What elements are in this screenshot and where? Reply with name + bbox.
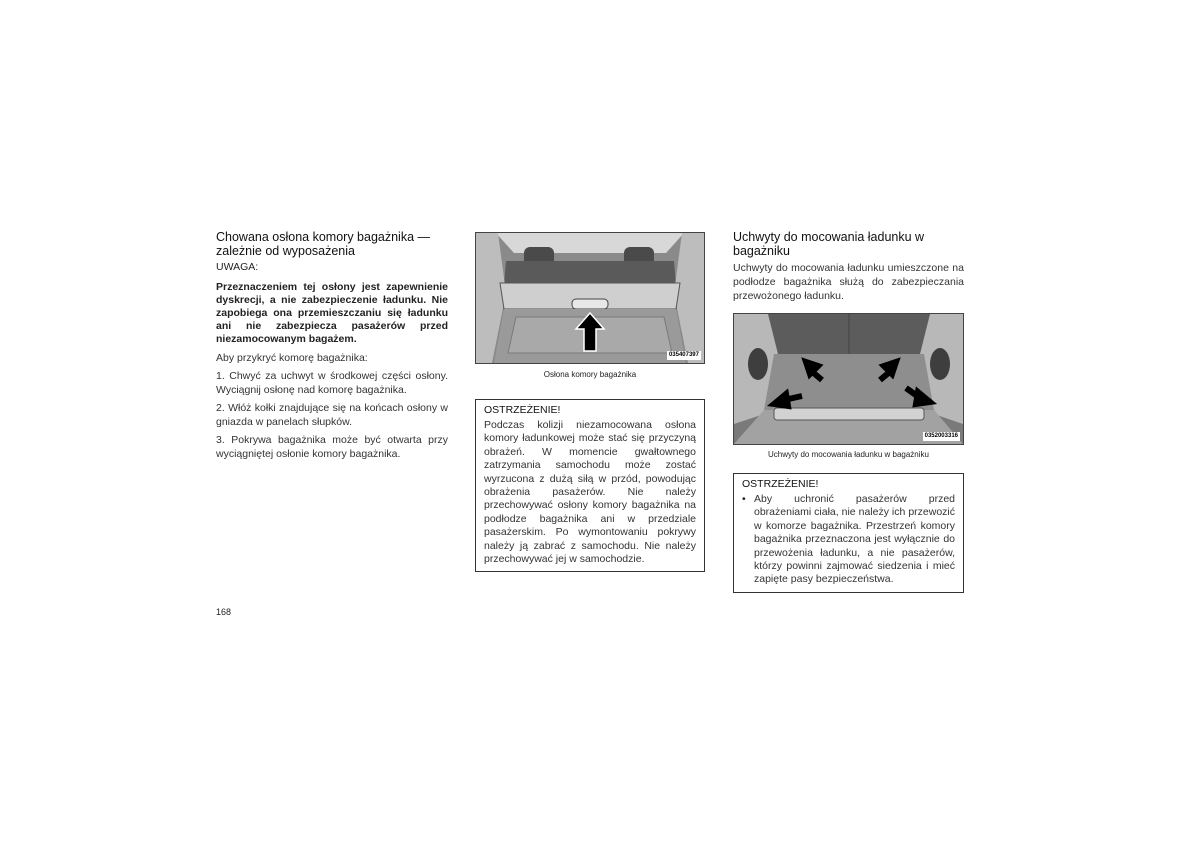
warning-title: OSTRZEŻENIE! — [742, 478, 819, 490]
right-column — [733, 230, 964, 593]
tie-down-illustration — [734, 314, 963, 444]
left-column — [216, 230, 448, 465]
section-heading-cargo-cover: Chowana osłona komory bagażnika — zależnie od wyposażenia — [216, 230, 431, 258]
cargo-cover-illustration — [476, 233, 704, 363]
warning-box — [733, 473, 964, 593]
warning-bullet-text: Aby uchronić pasażerów przed obrażeniami ciała, nie należy ich przewozić w komorze bagażnika. Przestrzeń komory bagażnika przeznaczona jest wyłącznie do przewożenia ładunku, a nie pasażerów, którzy powinni zajmować siedzenia i mieć zapięte pasy bezpieczeństwa. — [754, 493, 955, 586]
step-2: 2. Włóż kołki znajdujące się na końcach osłony w gniazda w panelach słupków. — [216, 402, 448, 428]
figure-caption: Uchwyty do mocowania ładunku w bagażniku — [768, 450, 929, 459]
warning-title: OSTRZEŻENIE! — [484, 404, 561, 416]
instructions-intro: Aby przykryć komorę bagażnika: — [216, 352, 368, 364]
bullet-icon: • — [742, 493, 746, 505]
page-number: 168 — [216, 607, 232, 617]
figure-code: 035407397 — [668, 352, 699, 358]
figure-caption: Osłona komory bagażnika — [543, 370, 637, 379]
step-3: 3. Pokrywa bagażnika może być otwarta przy wyciągniętej osłonie komory bagażnika. — [216, 434, 448, 460]
middle-column — [475, 232, 705, 572]
warning-bullet-item — [742, 493, 955, 587]
section-heading-tie-downs: Uchwyty do mocowania ładunku w bagażniku — [733, 230, 925, 258]
step-1: 1. Chwyć za uchwyt w środkowej części osłony. Wyciągnij osłonę nad komorę bagażnika. — [216, 370, 448, 396]
tie-down-figure — [733, 313, 964, 445]
warning-box — [475, 399, 705, 572]
note-text: Przeznaczeniem tej osłony jest zapewnienie dyskrecji, a nie zabezpieczenie ładunku. Nie zapobiega ona przemieszczaniu się ładunku ani nie zabezpiecza pasażerów przed niezamocowanym bagażem. — [216, 281, 448, 345]
cargo-cover-figure — [475, 232, 705, 364]
figure-code: 0352003316 — [924, 433, 958, 439]
tie-downs-intro: Uchwyty do mocowania ładunku umieszczone na podłodze bagażnika służą do zabezpieczania przewożonego ładunku. — [733, 262, 964, 302]
warning-text: Podczas kolizji niezamocowana osłona komory ładunkowej może stać się przyczyną obrażeń. W momencie gwałtownego zatrzymania samochodu może zostać wyrzucona z dużą siłą w przód, powodując obrażenia pasażerów. Nie należy przechowywać osłony komory bagażnika na podłodze bagażnika ani w przedziale pasażerskim. Po wymontowaniu pokrywy należy ją zabrać z samochodu. Nie należy przechowywać jej w samochodzie. — [484, 419, 696, 566]
note-label: UWAGA: — [216, 261, 259, 273]
